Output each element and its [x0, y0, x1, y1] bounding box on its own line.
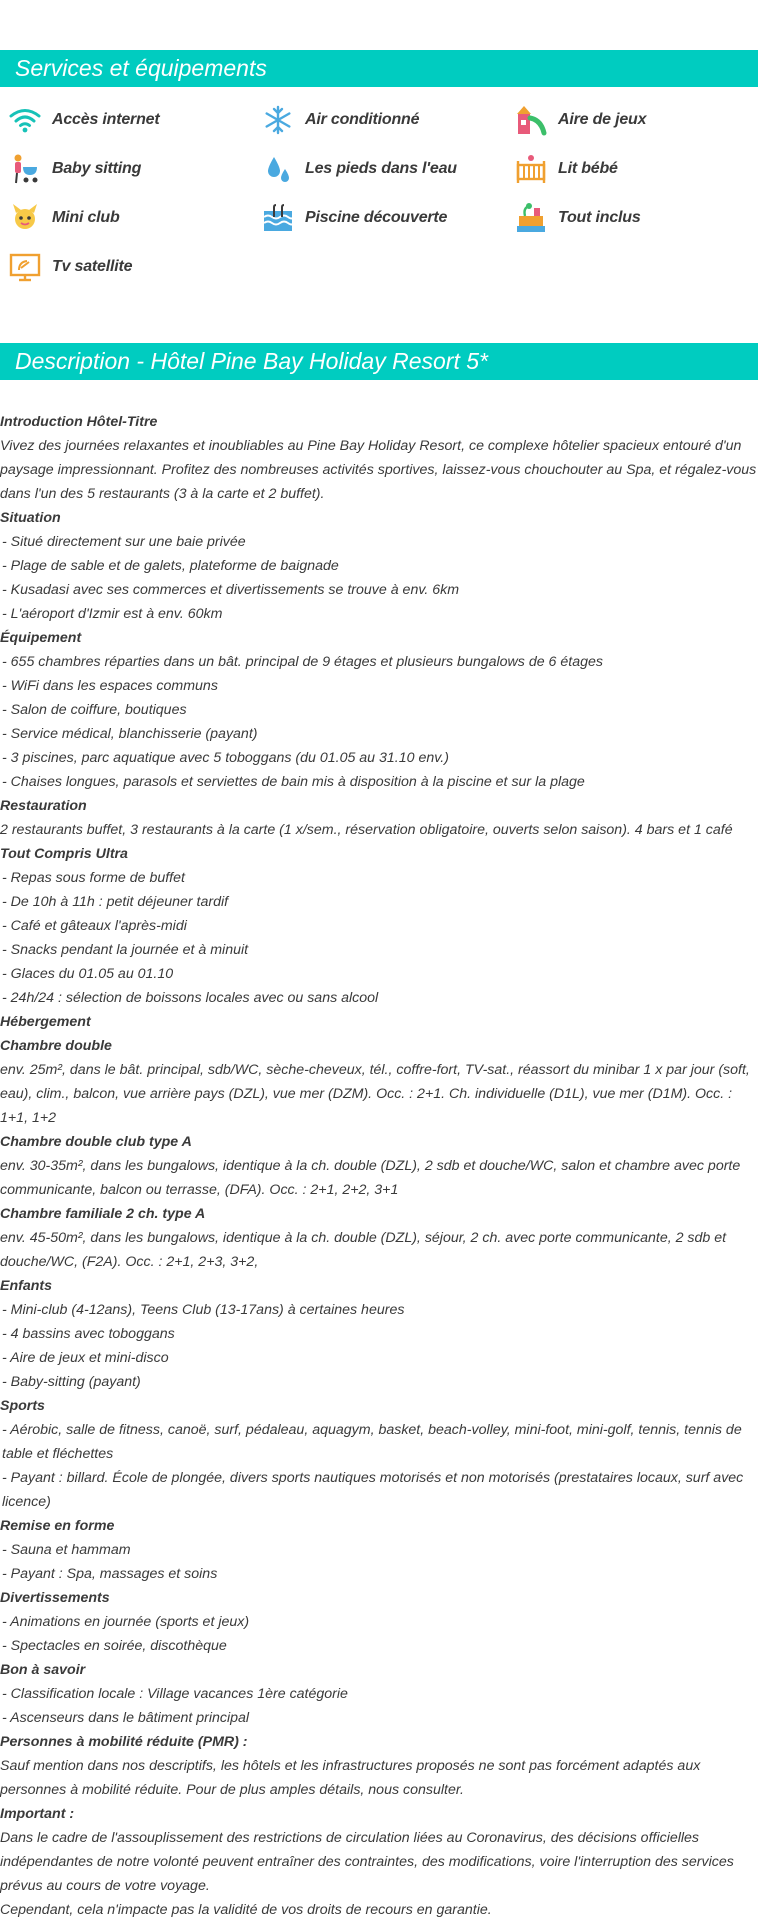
- service-label: Accès internet: [52, 111, 160, 128]
- description-list-item: - Kusadasi avec ses commerces et divertissements se trouve à env. 6km: [2, 582, 460, 598]
- service-air-conditioning: [253, 100, 419, 140]
- description-heading: Sports: [0, 1398, 45, 1414]
- description-list-item: - Payant : Spa, massages et soins: [2, 1566, 218, 1582]
- snowflake-icon: [261, 103, 295, 137]
- service-label: Les pieds dans l'eau: [305, 160, 457, 177]
- hotel-description: [0, 410, 758, 1922]
- stroller-icon: [8, 152, 42, 186]
- all-inclusive-icon: [514, 201, 548, 235]
- description-heading: Chambre double club type A: [0, 1134, 192, 1150]
- service-label: Aire de jeux: [558, 111, 647, 128]
- description-heading: Restauration: [0, 798, 87, 814]
- service-baby-sitting: [0, 149, 141, 189]
- description-list-item: - L'aéroport d'Izmir est à env. 60km: [2, 606, 223, 622]
- description-list-item: - Animations en journée (sports et jeux): [2, 1614, 250, 1630]
- service-label: Piscine découverte: [305, 209, 448, 226]
- description-heading: Divertissements: [0, 1590, 110, 1606]
- service-label: Lit bébé: [558, 160, 618, 177]
- description-paragraph: env. 45-50m², dans les bungalows, identique à la ch. double (DZL), séjour, 2 ch. avec porte communicante, 2 sdb et douche/WC, (F2A). Occ. : 2+1, 2+3, 3+2,: [0, 1230, 727, 1270]
- description-list-item: - Salon de coiffure, boutiques: [2, 702, 187, 718]
- description-list-item: - Payant : billard. École de plongée, divers sports nautiques motorisés et non motorisés (prestataires locaux, surf avec licence): [2, 1470, 744, 1510]
- description-list-item: - Baby-sitting (payant): [2, 1374, 141, 1390]
- service-all-inclusive: [506, 198, 641, 238]
- description-paragraph: Dans le cadre de l'assouplissement des restrictions de circulation liées au Coronavirus, des décisions officielles indépendantes de notre volonté peuvent entraîner des contraintes, des modifications, voire l'interruption des services prévus au cours de votre voyage.: [0, 1830, 734, 1894]
- description-section-title: Description - Hôtel Pine Bay Holiday Resort 5*: [0, 343, 758, 380]
- description-list-item: - 3 piscines, parc aquatique avec 5 toboggans (du 01.05 au 31.10 env.): [2, 750, 449, 766]
- services-grid: [0, 100, 758, 300]
- description-heading: Introduction Hôtel-Titre: [0, 414, 158, 430]
- description-list-item: - Glaces du 01.05 au 01.10: [2, 966, 174, 982]
- service-label: Tout inclus: [558, 209, 641, 226]
- service-label: Air conditionné: [305, 111, 420, 128]
- description-list-item: - WiFi dans les espaces communs: [2, 678, 218, 694]
- description-list-item: - Situé directement sur une baie privée: [2, 534, 246, 550]
- description-list-item: - Repas sous forme de buffet: [2, 870, 185, 886]
- description-list-item: - Snacks pendant la journée et à minuit: [2, 942, 249, 958]
- description-list-item: - Service médical, blanchisserie (payant): [2, 726, 258, 742]
- service-internet: [0, 100, 159, 140]
- description-heading: Enfants: [0, 1278, 53, 1294]
- tv-satellite-icon: [8, 250, 42, 284]
- description-paragraph: 2 restaurants buffet, 3 restaurants à la carte (1 x/sem., réservation obligatoire, ouverts selon saison). 4 bars et 1 café: [0, 822, 733, 838]
- description-list-item: - Ascenseurs dans le bâtiment principal: [2, 1710, 250, 1726]
- pool-icon: [261, 201, 295, 235]
- service-beachfront: [253, 149, 457, 189]
- description-paragraph: Cependant, cela n'impacte pas la validité de vos droits de recours en garantie.: [0, 1902, 492, 1918]
- crib-icon: [514, 152, 548, 186]
- service-label: Tv satellite: [52, 258, 133, 275]
- description-paragraph: env. 25m², dans le bât. principal, sdb/WC, sèche-cheveux, tél., coffre-fort, TV-sat., réassort du minibar 1 x par jour (soft, eau), clim., balcon, vue arrière pays (DZL), vue mer (DZM). Occ. : 2+1. Ch. individuelle (D1L), vue mer (D1M). Occ. : 1+1, 1+2: [0, 1062, 750, 1126]
- service-baby-crib: [506, 149, 618, 189]
- description-list-item: - Classification locale : Village vacances 1ère catégorie: [2, 1686, 348, 1702]
- description-heading: Important :: [0, 1806, 75, 1822]
- description-list-item: - Chaises longues, parasols et serviettes de bain mis à disposition à la piscine et sur la plage: [2, 774, 585, 790]
- description-list-item: - Aire de jeux et mini-disco: [2, 1350, 169, 1366]
- mini-club-icon: [8, 201, 42, 235]
- description-paragraph: env. 30-35m², dans les bungalows, identique à la ch. double (DZL), 2 sdb et douche/WC, salon et chambre avec porte communicante, balcon ou terrasse, (DFA). Occ. : 2+1, 2+2, 3+1: [0, 1158, 741, 1198]
- description-heading: Personnes à mobilité réduite (PMR) :: [0, 1734, 248, 1750]
- description-heading: Chambre familiale 2 ch. type A: [0, 1206, 206, 1222]
- description-heading: Chambre double: [0, 1038, 112, 1054]
- description-heading: Hébergement: [0, 1014, 91, 1030]
- description-heading: Situation: [0, 510, 61, 526]
- description-heading: Équipement: [0, 630, 82, 646]
- description-heading: Bon à savoir: [0, 1662, 86, 1678]
- description-list-item: - Plage de sable et de galets, plateforme de baignade: [2, 558, 339, 574]
- description-list-item: - Café et gâteaux l'après-midi: [2, 918, 187, 934]
- description-heading: Remise en forme: [0, 1518, 115, 1534]
- service-outdoor-pool: [253, 198, 447, 238]
- playground-icon: [514, 103, 548, 137]
- description-list-item: - Aérobic, salle de fitness, canoë, surf, pédaleau, aquagym, basket, beach-volley, mini-foot, mini-golf, tennis, tennis de table et fléchettes: [2, 1422, 742, 1462]
- description-list-item: - Sauna et hammam: [2, 1542, 131, 1558]
- description-list-item: - 655 chambres réparties dans un bât. principal de 9 étages et plusieurs bungalows de 6 étages: [2, 654, 603, 670]
- service-label: Baby sitting: [52, 160, 142, 177]
- description-paragraph: Vivez des journées relaxantes et inoubliables au Pine Bay Holiday Resort, ce complexe hôtelier spacieux entouré d'un paysage impressionnant. Profitez des nombreuses activités sportives, laissez-vous chouchouter au Spa, et régalez-vous dans l'un des 5 restaurants (3 à la carte et 2 buffet).: [0, 438, 757, 502]
- description-heading: Tout Compris Ultra: [0, 846, 128, 862]
- service-mini-club: [0, 198, 120, 238]
- service-tv-satellite: [0, 247, 132, 287]
- description-list-item: - De 10h à 11h : petit déjeuner tardif: [2, 894, 229, 910]
- description-list-item: - 24h/24 : sélection de boissons locales avec ou sans alcool: [2, 990, 379, 1006]
- description-paragraph: Sauf mention dans nos descriptifs, les hôtels et les infrastructures proposés ne sont pas forcément adaptés aux personnes à mobilité réduite. Pour de plus amples détails, nous consulter.: [0, 1758, 701, 1798]
- wifi-icon: [8, 103, 42, 137]
- service-label: Mini club: [52, 209, 120, 226]
- services-section-title: Services et équipements: [0, 50, 758, 87]
- description-list-item: - 4 bassins avec toboggans: [2, 1326, 175, 1342]
- service-playground: [506, 100, 646, 140]
- description-list-item: - Mini-club (4-12ans), Teens Club (13-17ans) à certaines heures: [2, 1302, 405, 1318]
- water-drops-icon: [261, 152, 295, 186]
- description-list-item: - Spectacles en soirée, discothèque: [2, 1638, 227, 1654]
